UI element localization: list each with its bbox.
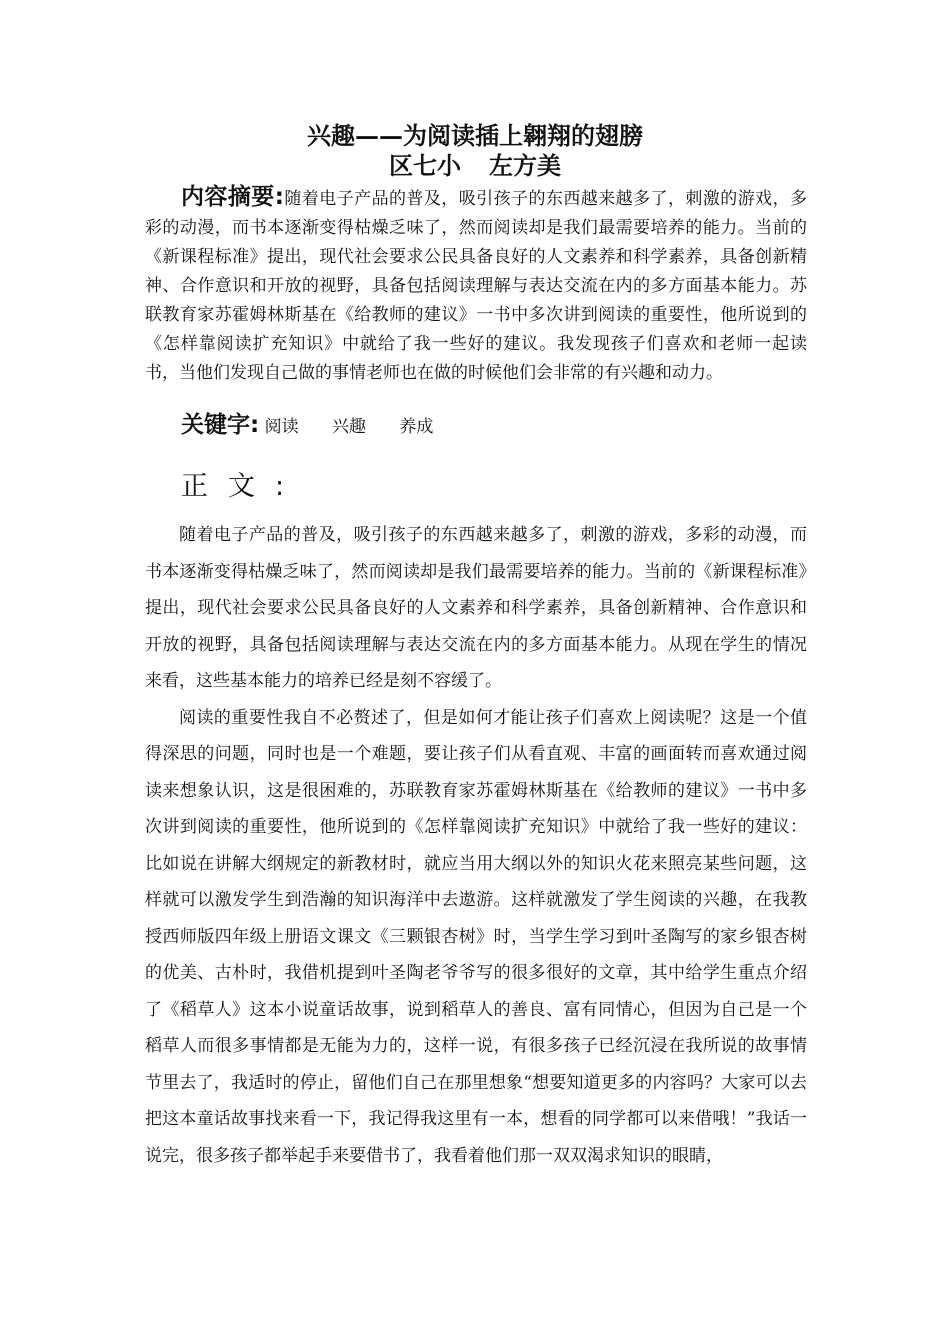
keywords-label: 关键字:	[181, 412, 260, 438]
body-paragraph: 阅读的重要性我自不必赘述了，但是如何才能让孩子们喜欢上阅读呢？这是一个值得深思的问题，同时也是一个难题，要让孩子们从看直观、丰富的画面转而喜欢通过阅读来想象认识，这是很困难的，苏联教育家苏霍姆林斯基在《给教师的建议》一书中多次讲到阅读的重要性，他所说到的《怎样靠阅读扩充知识》中就给了我一些好的建议：比如说在讲解大纲规定的新教材时，就应当用大纲以外的知识火花来照亮某些问题，这样就可以激发学生到浩瀚的知识海洋中去遨游。这样就激发了学生阅读的兴趣，在我教授西师版四年级上册语文课文《三颗银杏树》时，当学生学习到叶圣陶写的家乡银杏树的优美、古朴时，我借机提到叶圣陶老爷爷写的很多很好的文章，其中给学生重点介绍了《稻草人》这本小说童话故事，说到稻草人的善良、富有同情心，但因为自己是一个稻草人而很多事情都是无能为力的，这样一说，有很多孩子已经沉浸在我所说的故事情节里去了，我适时的停止，留他们自己在那里想象“想要知道更多的内容吗？大家可以去把这本童话故事找来看一下，我记得我这里有一本，想看的同学都可以来借哦！”我话一说完，很多孩子都举起手来要借书了，我看着他们那一双双渴求知识的眼睛，	[145, 707, 807, 1166]
document-title: 兴趣——为阅读插上翱翔的翅膀	[307, 121, 643, 150]
body-heading: 正文:	[181, 471, 305, 502]
author-name: 左方美	[489, 151, 561, 180]
keyword: 阅读	[264, 417, 299, 437]
abstract-text: 随着电子产品的普及，吸引孩子的东西越来越多了，刺激的游戏，多彩的动漫，而书本逐渐变得枯燥乏味了，然而阅读却是我们最需要培养的能力。当前的《新课程标准》提出，现代社会要求公民具备良好的人文素养和科学素养，具备创新精神、合作意识和开放的视野，具备包括阅读理解与表达交流在内的多方面基本能力。苏联教育家苏霍姆林斯基在《给教师的建议》一书中多次讲到阅读的重要性，他所说到的《怎样靠阅读扩充知识》中就给了我一些好的建议。我发现孩子们喜欢和老师一起读书，当他们发现自己做的事情老师也在做的时候他们会非常的有兴趣和动力。	[145, 189, 808, 383]
author-school: 区七小	[389, 151, 461, 180]
body-paragraph: 随着电子产品的普及，吸引孩子的东西越来越多了，刺激的游戏，多彩的动漫，而书本逐渐变得枯燥乏味了，然而阅读却是我们最需要培养的能力。当前的《新课程标准》提出，现代社会要求公民具备良好的人文素养和科学素养，具备创新精神、合作意识和开放的视野，具备包括阅读理解与表达交流在内的多方面基本能力。从现在学生的情况来看，这些基本能力的培养已经是刻不容缓了。	[145, 525, 807, 691]
abstract-label: 内容摘要:	[181, 184, 284, 210]
keyword: 养成	[399, 417, 434, 437]
title-block	[0, 121, 950, 181]
abstract	[145, 183, 807, 388]
keywords-line	[181, 407, 461, 445]
body-content	[145, 517, 807, 1174]
author-line	[0, 151, 950, 181]
keyword: 兴趣	[332, 417, 367, 437]
